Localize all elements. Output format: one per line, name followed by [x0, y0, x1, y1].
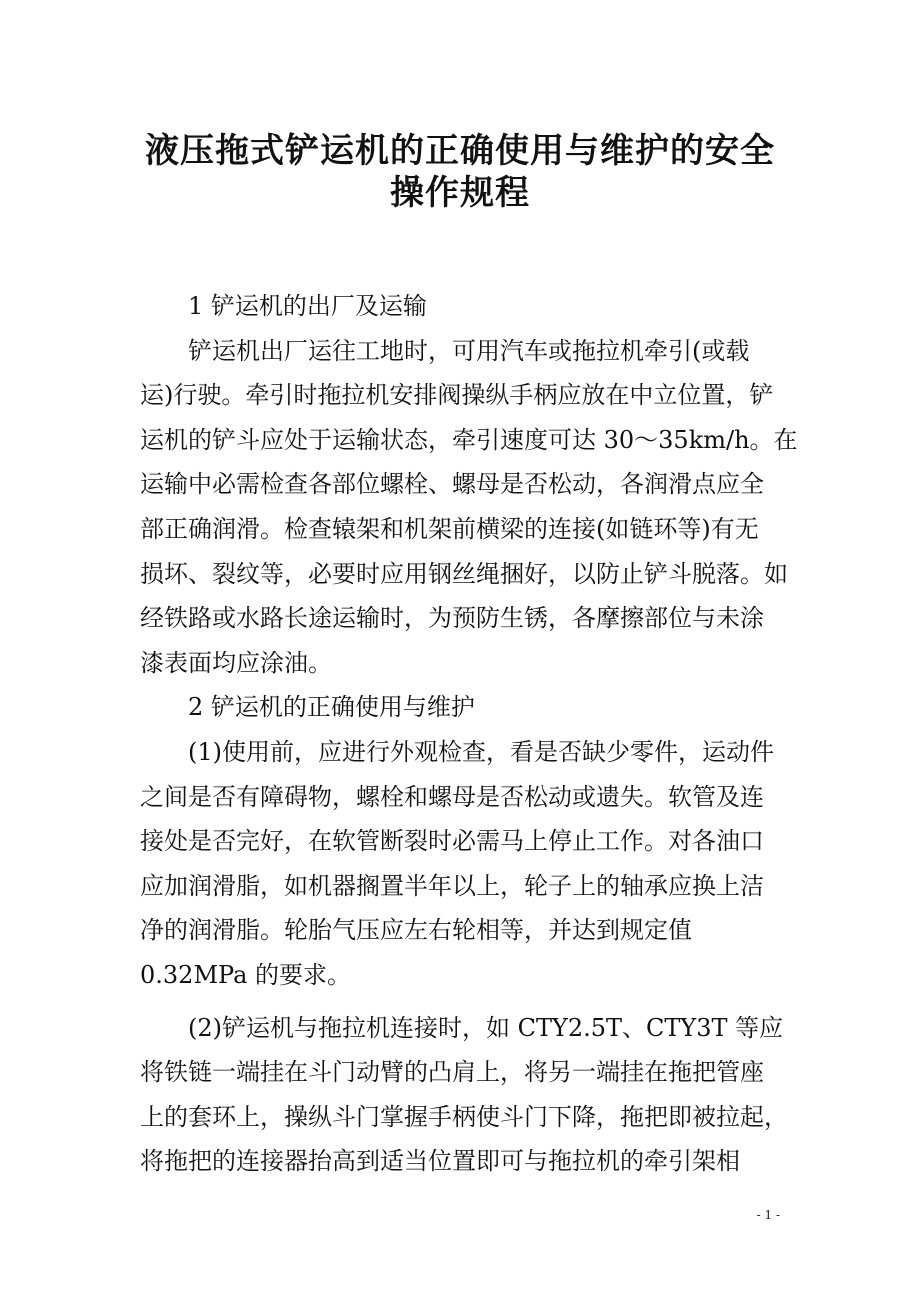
paragraph-line: 漆表面均应涂油。: [140, 648, 332, 677]
paragraph-line: (1)使用前，应进行外观检查，看是否缺少零件，运动件: [188, 737, 774, 766]
document-title-line-2: 操作规程: [390, 173, 530, 213]
paragraph-line: 接处是否完好，在软管断裂时必需马上停止工作。对各油口: [140, 827, 764, 856]
paragraph-line: 铲运机出厂运往工地时，可用汽车或拖拉机牵引(或载: [188, 336, 750, 365]
paragraph-line: 部正确润滑。检查辕架和机架前横梁的连接(如链环等)有无: [140, 514, 759, 543]
paragraph-line: 运机的铲斗应处于运输状态，牵引速度可达 30～35km/h。在: [140, 425, 798, 454]
paragraph-line: 运输中必需检查各部位螺栓、螺母是否松动，各润滑点应全: [140, 470, 764, 499]
paragraph-line: (2)铲运机与拖拉机连接时，如 CTY2.5T、CTY3T 等应: [188, 1013, 784, 1042]
paragraph-line: 将铁链一端挂在斗门动臂的凸肩上，将另一端挂在拖把管座: [140, 1058, 764, 1087]
paragraph-gap: [140, 998, 780, 1006]
paragraph-line: 将拖把的连接器抬高到适当位置即可与拖拉机的牵引架相: [140, 1147, 740, 1176]
paragraph-line: 净的润滑脂。轮胎气压应左右轮相等，并达到规定值: [140, 916, 692, 945]
paragraph-line: 经铁路或水路长途运输时，为预防生锈，各摩擦部位与未涂: [140, 604, 764, 633]
paragraph-line: 应加润滑脂，如机器搁置半年以上，轮子上的轴承应换上洁: [140, 871, 764, 900]
document-body: [140, 284, 798, 1184]
document-title-line-1: 液压拖式铲运机的正确使用与维护的安全: [145, 131, 775, 171]
section-heading-1: 1 铲运机的出厂及运输: [188, 292, 427, 320]
paragraph-line: 损坏、裂纹等，必要时应用钢丝绳捆好，以防止铲斗脱落。如: [140, 559, 788, 588]
paragraph-line: 之间是否有障碍物，螺栓和螺母是否松动或遗失。软管及连: [140, 782, 764, 811]
paragraph-line: 运)行驶。牵引时拖拉机安排阀操纵手柄应放在中立位置，铲: [140, 381, 774, 410]
paragraph-line: 上的套环上，操纵斗门掌握手柄使斗门下降，拖把即被拉起，: [140, 1102, 788, 1131]
paragraph-line: 0.32MPa 的要求。: [140, 960, 352, 989]
section-heading-2: 2 铲运机的正确使用与维护: [188, 693, 475, 722]
page-number: - 1 -: [756, 1208, 780, 1222]
